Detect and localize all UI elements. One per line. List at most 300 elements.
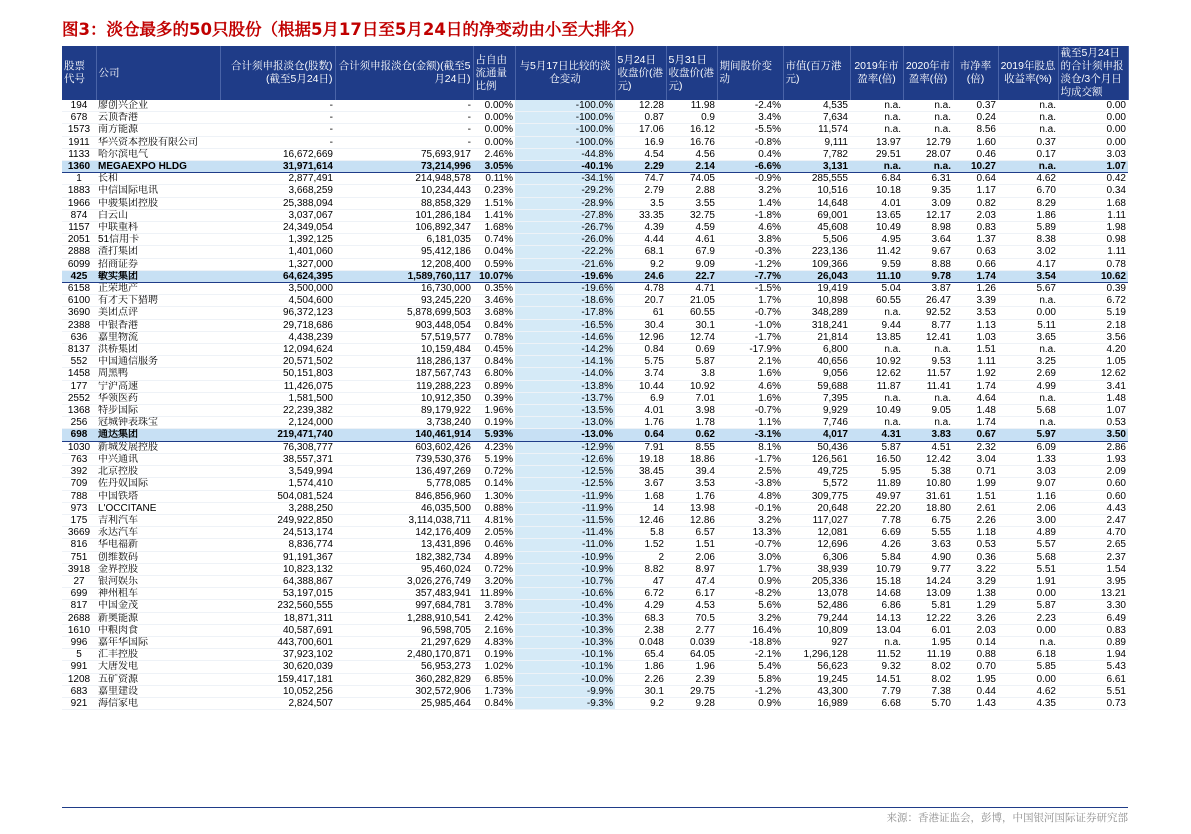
cell-free-float-pct: 0.89% <box>473 380 515 392</box>
table-row <box>62 161 1128 173</box>
cell-code: 177 <box>62 380 96 392</box>
cell-short-change: -19.6% <box>515 283 615 295</box>
cell-price-change: -18.8% <box>717 636 783 648</box>
cell-price-change: 0.9% <box>717 697 783 709</box>
cell-pe-2020: 6.31 <box>903 173 953 185</box>
cell-short-amount: 142,176,409 <box>335 527 473 539</box>
cell-free-float-pct: 5.93% <box>473 429 515 441</box>
cell-company: L'OCCITANE <box>96 502 220 514</box>
table-row <box>62 563 1128 575</box>
header-company: 公司 <box>96 46 220 100</box>
cell-free-float-pct: 0.19% <box>473 417 515 429</box>
cell-short-shares: 3,549,994 <box>220 466 335 478</box>
cell-price-change: 5.6% <box>717 600 783 612</box>
cell-company: 中粮肉食 <box>96 624 220 636</box>
cell-pe-2019: 4.31 <box>850 429 903 441</box>
cell-code: 1911 <box>62 136 96 148</box>
cell-short-change: -100.0% <box>515 136 615 148</box>
cell-free-float-pct: 0.72% <box>473 563 515 575</box>
cell-pe-2019: 6.86 <box>850 600 903 612</box>
cell-short-amount: 101,286,184 <box>335 209 473 221</box>
cell-price-change: 2.5% <box>717 466 783 478</box>
cell-short-amount: 846,856,960 <box>335 490 473 502</box>
cell-dividend-yield: 4.62 <box>998 685 1058 697</box>
cell-days-to-cover: 2.37 <box>1058 551 1128 563</box>
cell-dividend-yield: 6.70 <box>998 185 1058 197</box>
cell-short-change: -13.0% <box>515 429 615 441</box>
cell-market-cap: 205,336 <box>783 575 850 587</box>
cell-dividend-yield: 3.54 <box>998 270 1058 282</box>
cell-free-float-pct: 4.83% <box>473 636 515 648</box>
cell-short-amount: 3,738,240 <box>335 417 473 429</box>
cell-close-0531: 16.12 <box>666 124 717 136</box>
cell-close-0524: 9.2 <box>615 258 666 270</box>
cell-short-shares: - <box>220 112 335 124</box>
cell-close-0524: 1.76 <box>615 417 666 429</box>
cell-market-cap: 10,516 <box>783 185 850 197</box>
cell-pb: 1.11 <box>953 356 998 368</box>
cell-short-shares: 10,823,132 <box>220 563 335 575</box>
cell-days-to-cover: 2.18 <box>1058 319 1128 331</box>
cell-pb: 2.61 <box>953 502 998 514</box>
cell-free-float-pct: 0.19% <box>473 649 515 661</box>
cell-free-float-pct: 1.51% <box>473 197 515 209</box>
cell-close-0531: 2.77 <box>666 624 717 636</box>
cell-short-amount: 360,282,829 <box>335 673 473 685</box>
cell-pb: 4.64 <box>953 392 998 404</box>
cell-short-change: -13.8% <box>515 380 615 392</box>
cell-dividend-yield: 3.25 <box>998 356 1058 368</box>
cell-pe-2019: 11.42 <box>850 246 903 258</box>
cell-pe-2019: 7.79 <box>850 685 903 697</box>
cell-pe-2020: n.a. <box>903 100 953 112</box>
cell-short-change: -100.0% <box>515 124 615 136</box>
cell-close-0524: 0.87 <box>615 112 666 124</box>
cell-dividend-yield: 9.07 <box>998 478 1058 490</box>
table-row <box>62 624 1128 636</box>
cell-pb: 0.36 <box>953 551 998 563</box>
cell-short-shares: 91,191,367 <box>220 551 335 563</box>
table-row <box>62 368 1128 380</box>
cell-code: 2888 <box>62 246 96 258</box>
cell-short-change: -17.8% <box>515 307 615 319</box>
cell-free-float-pct: 0.78% <box>473 331 515 343</box>
cell-pe-2020: 11.19 <box>903 649 953 661</box>
cell-pe-2019: 9.59 <box>850 258 903 270</box>
cell-pe-2020: 5.55 <box>903 527 953 539</box>
cell-days-to-cover: 4.43 <box>1058 502 1128 514</box>
cell-pe-2020: n.a. <box>903 392 953 404</box>
table-row <box>62 502 1128 514</box>
cell-days-to-cover: 1.98 <box>1058 222 1128 234</box>
cell-company: 长和 <box>96 173 220 185</box>
cell-close-0524: 16.9 <box>615 136 666 148</box>
cell-pb: 1.38 <box>953 588 998 600</box>
cell-short-amount: - <box>335 112 473 124</box>
cell-pe-2019: n.a. <box>850 344 903 356</box>
cell-short-shares: 24,513,174 <box>220 527 335 539</box>
cell-short-amount: 89,179,922 <box>335 405 473 417</box>
cell-days-to-cover: 1.94 <box>1058 649 1128 661</box>
cell-short-change: -26.0% <box>515 234 615 246</box>
cell-close-0531: 0.9 <box>666 112 717 124</box>
cell-close-0524: 17.06 <box>615 124 666 136</box>
cell-pe-2019: 29.51 <box>850 148 903 160</box>
cell-pe-2020: 3.09 <box>903 197 953 209</box>
cell-dividend-yield: 5.89 <box>998 222 1058 234</box>
cell-pb: 0.88 <box>953 649 998 661</box>
cell-short-change: -100.0% <box>515 112 615 124</box>
table-row <box>62 636 1128 648</box>
cell-close-0524: 0.84 <box>615 344 666 356</box>
cell-close-0531: 4.56 <box>666 148 717 160</box>
cell-pe-2019: 15.18 <box>850 575 903 587</box>
cell-close-0531: 32.75 <box>666 209 717 221</box>
cell-short-amount: 1,288,910,541 <box>335 612 473 624</box>
cell-short-change: -9.3% <box>515 697 615 709</box>
cell-pe-2020: n.a. <box>903 112 953 124</box>
cell-code: 699 <box>62 588 96 600</box>
cell-free-float-pct: 0.72% <box>473 466 515 478</box>
cell-pb: 0.44 <box>953 685 998 697</box>
cell-code: 973 <box>62 502 96 514</box>
cell-short-amount: 106,892,347 <box>335 222 473 234</box>
cell-free-float-pct: 4.81% <box>473 514 515 526</box>
cell-pb: 1.43 <box>953 697 998 709</box>
cell-market-cap: 56,623 <box>783 661 850 673</box>
cell-close-0531: 4.71 <box>666 283 717 295</box>
cell-short-shares: 24,349,054 <box>220 222 335 234</box>
cell-market-cap: 10,898 <box>783 295 850 307</box>
cell-dividend-yield: 3.02 <box>998 246 1058 258</box>
cell-close-0531: 4.61 <box>666 234 717 246</box>
cell-close-0531: 2.39 <box>666 673 717 685</box>
cell-market-cap: 223,136 <box>783 246 850 258</box>
cell-pe-2020: 5.81 <box>903 600 953 612</box>
cell-company: 神州租车 <box>96 588 220 600</box>
cell-short-shares: 76,308,777 <box>220 441 335 453</box>
cell-short-change: -14.2% <box>515 344 615 356</box>
cell-short-amount: 12,208,400 <box>335 258 473 270</box>
cell-code: 425 <box>62 270 96 282</box>
cell-short-change: -13.0% <box>515 417 615 429</box>
cell-short-amount: 136,497,269 <box>335 466 473 478</box>
cell-company: 中国金茂 <box>96 600 220 612</box>
cell-pe-2020: 9.53 <box>903 356 953 368</box>
cell-market-cap: 285,555 <box>783 173 850 185</box>
table-row <box>62 575 1128 587</box>
cell-company: 嘉里物流 <box>96 331 220 343</box>
cell-short-change: -10.3% <box>515 624 615 636</box>
cell-pe-2019: 12.62 <box>850 368 903 380</box>
cell-close-0531: 0.69 <box>666 344 717 356</box>
cell-market-cap: 79,244 <box>783 612 850 624</box>
cell-code: 788 <box>62 490 96 502</box>
cell-free-float-pct: 3.46% <box>473 295 515 307</box>
table-row <box>62 209 1128 221</box>
cell-short-change: -26.7% <box>515 222 615 234</box>
cell-close-0531: 3.98 <box>666 405 717 417</box>
cell-short-shares: 3,037,067 <box>220 209 335 221</box>
cell-code: 816 <box>62 539 96 551</box>
cell-short-amount: 119,288,223 <box>335 380 473 392</box>
cell-free-float-pct: 6.80% <box>473 368 515 380</box>
header-price-change: 期间股价变动 <box>717 46 783 100</box>
cell-close-0524: 1.86 <box>615 661 666 673</box>
cell-company: 有才天下猎聘 <box>96 295 220 307</box>
cell-free-float-pct: 0.04% <box>473 246 515 258</box>
cell-company: 中信国际电讯 <box>96 185 220 197</box>
table-row <box>62 405 1128 417</box>
cell-days-to-cover: 1.48 <box>1058 392 1128 404</box>
cell-pb: 1.48 <box>953 405 998 417</box>
cell-close-0524: 4.44 <box>615 234 666 246</box>
cell-close-0524: 2.29 <box>615 161 666 173</box>
cell-pe-2020: 28.07 <box>903 148 953 160</box>
cell-pb: 1.37 <box>953 234 998 246</box>
cell-pb: 3.53 <box>953 307 998 319</box>
cell-company: 金界控股 <box>96 563 220 575</box>
cell-short-amount: 739,530,376 <box>335 453 473 465</box>
cell-market-cap: 12,696 <box>783 539 850 551</box>
cell-close-0531: 1.96 <box>666 661 717 673</box>
cell-short-shares: 96,372,123 <box>220 307 335 319</box>
cell-short-shares: 25,388,094 <box>220 197 335 209</box>
cell-close-0524: 3.5 <box>615 197 666 209</box>
cell-company: 51信用卡 <box>96 234 220 246</box>
cell-short-change: -10.1% <box>515 649 615 661</box>
cell-short-amount: 214,948,578 <box>335 173 473 185</box>
cell-short-shares: 31,971,614 <box>220 161 335 173</box>
cell-pe-2020: 92.52 <box>903 307 953 319</box>
cell-company: 中银香港 <box>96 319 220 331</box>
table-row <box>62 356 1128 368</box>
cell-days-to-cover: 3.41 <box>1058 380 1128 392</box>
table-row <box>62 307 1128 319</box>
cell-days-to-cover: 4.20 <box>1058 344 1128 356</box>
cell-market-cap: 14,648 <box>783 197 850 209</box>
table-row <box>62 222 1128 234</box>
cell-company: 正荣地产 <box>96 283 220 295</box>
cell-close-0531: 74.05 <box>666 173 717 185</box>
cell-pe-2019: 14.13 <box>850 612 903 624</box>
cell-short-shares: 11,426,075 <box>220 380 335 392</box>
cell-company: 中骏集团控股 <box>96 197 220 209</box>
cell-short-amount: 187,567,743 <box>335 368 473 380</box>
cell-pe-2019: 4.01 <box>850 197 903 209</box>
cell-market-cap: 309,775 <box>783 490 850 502</box>
cell-price-change: -2.1% <box>717 649 783 661</box>
cell-pe-2019: 10.92 <box>850 356 903 368</box>
cell-company: 创维数码 <box>96 551 220 563</box>
cell-dividend-yield: 5.51 <box>998 563 1058 575</box>
cell-dividend-yield: 2.06 <box>998 502 1058 514</box>
cell-days-to-cover: 1.93 <box>1058 453 1128 465</box>
cell-code: 1966 <box>62 197 96 209</box>
header-market-cap: 市值(百万港元) <box>783 46 850 100</box>
cell-short-amount: 5,778,085 <box>335 478 473 490</box>
cell-company: 南方能源 <box>96 124 220 136</box>
cell-market-cap: 1,296,128 <box>783 649 850 661</box>
cell-company: 中联重科 <box>96 222 220 234</box>
cell-pe-2020: 8.88 <box>903 258 953 270</box>
cell-short-shares: 1,327,000 <box>220 258 335 270</box>
cell-days-to-cover: 1.07 <box>1058 405 1128 417</box>
header-short-change: 与5月17日比较的淡仓变动 <box>515 46 615 100</box>
cell-market-cap: 7,746 <box>783 417 850 429</box>
cell-pe-2019: 4.95 <box>850 234 903 246</box>
cell-days-to-cover: 1.07 <box>1058 161 1128 173</box>
cell-price-change: -0.9% <box>717 173 783 185</box>
cell-dividend-yield: n.a. <box>998 417 1058 429</box>
cell-market-cap: 6,306 <box>783 551 850 563</box>
cell-market-cap: 4,017 <box>783 429 850 441</box>
cell-short-change: -12.5% <box>515 478 615 490</box>
cell-pe-2020: 12.22 <box>903 612 953 624</box>
cell-dividend-yield: 8.38 <box>998 234 1058 246</box>
cell-short-shares: 3,500,000 <box>220 283 335 295</box>
cell-market-cap: 11,574 <box>783 124 850 136</box>
cell-pb: 3.04 <box>953 453 998 465</box>
cell-short-shares: 53,197,015 <box>220 588 335 600</box>
cell-close-0531: 9.09 <box>666 258 717 270</box>
cell-short-shares: 8,836,774 <box>220 539 335 551</box>
cell-close-0524: 2.38 <box>615 624 666 636</box>
cell-price-change: 2.1% <box>717 356 783 368</box>
cell-price-change: 5.4% <box>717 661 783 673</box>
cell-dividend-yield: 4.17 <box>998 258 1058 270</box>
cell-close-0524: 33.35 <box>615 209 666 221</box>
cell-free-float-pct: 4.23% <box>473 441 515 453</box>
cell-short-change: -12.9% <box>515 441 615 453</box>
table-row <box>62 649 1128 661</box>
cell-pb: 0.66 <box>953 258 998 270</box>
cell-pe-2019: 13.97 <box>850 136 903 148</box>
cell-dividend-yield: 0.00 <box>998 307 1058 319</box>
cell-close-0524: 10.44 <box>615 380 666 392</box>
cell-short-amount: 95,412,186 <box>335 246 473 258</box>
cell-short-change: -13.7% <box>515 392 615 404</box>
cell-close-0531: 2.06 <box>666 551 717 563</box>
cell-dividend-yield: 3.00 <box>998 514 1058 526</box>
cell-short-amount: 118,286,137 <box>335 356 473 368</box>
cell-pb: 1.92 <box>953 368 998 380</box>
cell-free-float-pct: 0.46% <box>473 539 515 551</box>
cell-code: 1573 <box>62 124 96 136</box>
cell-pe-2019: 11.89 <box>850 478 903 490</box>
cell-pb: 1.03 <box>953 331 998 343</box>
cell-short-shares: 2,824,507 <box>220 697 335 709</box>
cell-pe-2019: 13.85 <box>850 331 903 343</box>
cell-market-cap: 348,289 <box>783 307 850 319</box>
cell-pe-2019: 9.44 <box>850 319 903 331</box>
cell-close-0531: 13.98 <box>666 502 717 514</box>
cell-pe-2020: 7.38 <box>903 685 953 697</box>
cell-free-float-pct: 0.74% <box>473 234 515 246</box>
cell-short-change: -34.1% <box>515 173 615 185</box>
cell-market-cap: 19,245 <box>783 673 850 685</box>
cell-pe-2019: 10.79 <box>850 563 903 575</box>
cell-pe-2020: 31.61 <box>903 490 953 502</box>
cell-pb: 8.56 <box>953 124 998 136</box>
cell-pe-2020: n.a. <box>903 161 953 173</box>
cell-free-float-pct: 0.00% <box>473 136 515 148</box>
table-row <box>62 173 1128 185</box>
cell-market-cap: 45,608 <box>783 222 850 234</box>
cell-days-to-cover: 6.61 <box>1058 673 1128 685</box>
cell-market-cap: 9,929 <box>783 405 850 417</box>
cell-close-0531: 3.8 <box>666 368 717 380</box>
cell-dividend-yield: 4.62 <box>998 173 1058 185</box>
cell-pb: 1.74 <box>953 417 998 429</box>
cell-dividend-yield: n.a. <box>998 100 1058 112</box>
cell-short-shares: 2,124,000 <box>220 417 335 429</box>
cell-price-change: 3.2% <box>717 514 783 526</box>
cell-close-0531: 1.78 <box>666 417 717 429</box>
cell-short-change: -10.3% <box>515 612 615 624</box>
cell-price-change: -1.7% <box>717 453 783 465</box>
cell-pe-2019: n.a. <box>850 307 903 319</box>
cell-pe-2020: 12.79 <box>903 136 953 148</box>
cell-short-amount: 10,234,443 <box>335 185 473 197</box>
cell-dividend-yield: 0.00 <box>998 588 1058 600</box>
cell-pe-2019: 6.69 <box>850 527 903 539</box>
cell-company: 大唐发电 <box>96 661 220 673</box>
table-row <box>62 234 1128 246</box>
cell-price-change: -0.7% <box>717 307 783 319</box>
cell-close-0531: 2.88 <box>666 185 717 197</box>
cell-company: 云顶香港 <box>96 112 220 124</box>
cell-close-0531: 21.05 <box>666 295 717 307</box>
cell-pe-2020: 10.80 <box>903 478 953 490</box>
cell-close-0524: 7.91 <box>615 441 666 453</box>
cell-short-change: -12.6% <box>515 453 615 465</box>
table-row <box>62 392 1128 404</box>
cell-pe-2019: 14.68 <box>850 588 903 600</box>
cell-pb: 0.82 <box>953 197 998 209</box>
cell-code: 817 <box>62 600 96 612</box>
cell-pe-2020: 12.17 <box>903 209 953 221</box>
cell-pe-2020: 12.41 <box>903 331 953 343</box>
cell-pb: 0.63 <box>953 246 998 258</box>
cell-days-to-cover: 0.00 <box>1058 112 1128 124</box>
cell-pb: 1.26 <box>953 283 998 295</box>
cell-days-to-cover: 0.00 <box>1058 100 1128 112</box>
cell-pe-2020: 8.02 <box>903 673 953 685</box>
table-row <box>62 539 1128 551</box>
cell-price-change: -0.8% <box>717 136 783 148</box>
cell-free-float-pct: 0.88% <box>473 502 515 514</box>
cell-days-to-cover: 6.49 <box>1058 612 1128 624</box>
cell-company: 华兴资本控股有限公司 <box>96 136 220 148</box>
cell-days-to-cover: 0.73 <box>1058 697 1128 709</box>
cell-price-change: -3.8% <box>717 478 783 490</box>
cell-free-float-pct: 1.02% <box>473 661 515 673</box>
table-row <box>62 417 1128 429</box>
cell-pe-2020: 9.77 <box>903 563 953 575</box>
cell-company: 哈尔滨电气 <box>96 148 220 160</box>
cell-days-to-cover: 2.86 <box>1058 441 1128 453</box>
cell-pb: 3.22 <box>953 563 998 575</box>
cell-pb: 0.46 <box>953 148 998 160</box>
cell-pe-2019: 6.84 <box>850 173 903 185</box>
cell-pe-2020: 8.02 <box>903 661 953 673</box>
cell-pe-2019: 10.49 <box>850 405 903 417</box>
cell-pe-2020: 1.95 <box>903 636 953 648</box>
cell-short-amount: 3,026,276,749 <box>335 575 473 587</box>
cell-free-float-pct: 1.68% <box>473 222 515 234</box>
cell-close-0524: 38.45 <box>615 466 666 478</box>
